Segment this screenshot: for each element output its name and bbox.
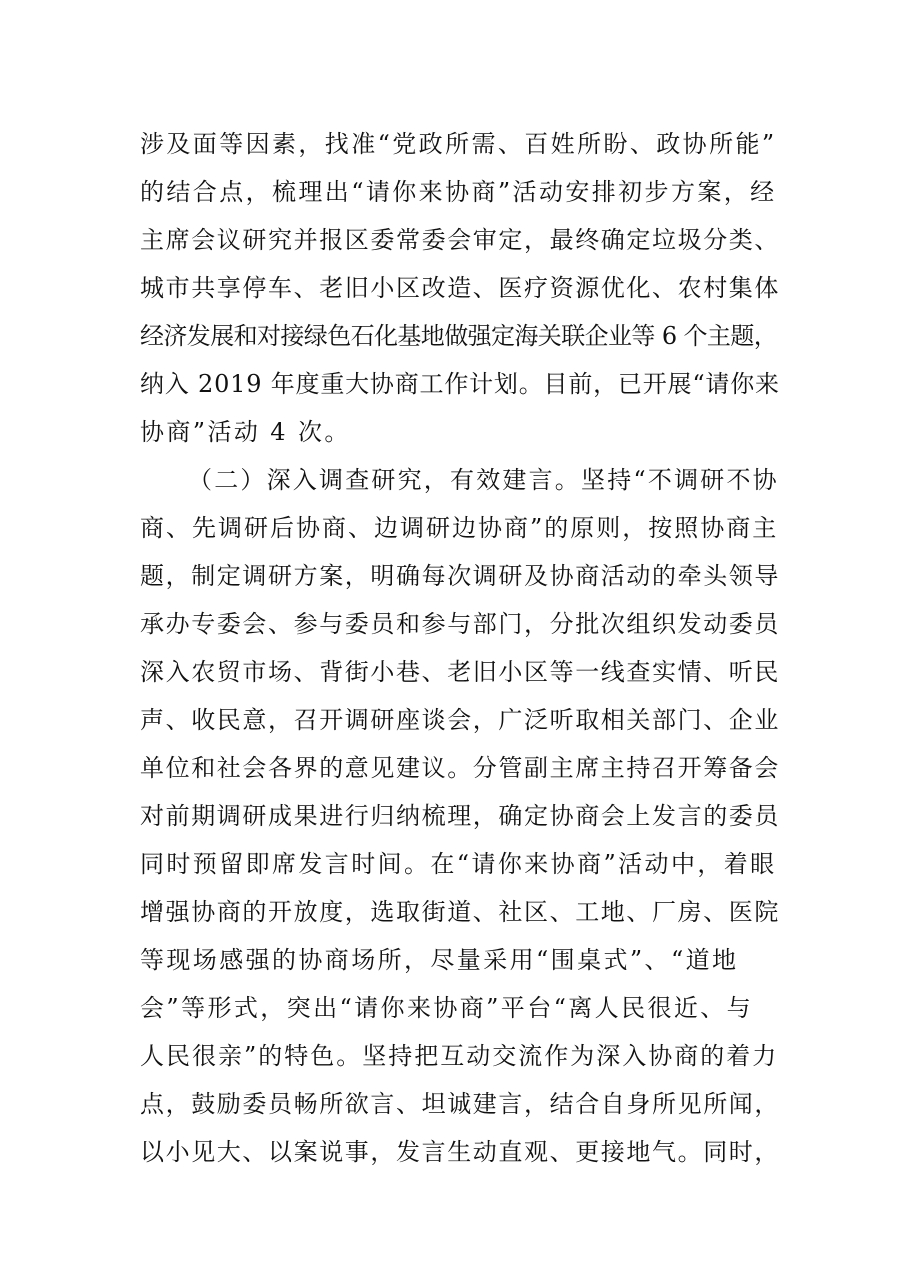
text-line: 的结合点，梳理出“请你来协商”活动安排初步方案，经: [140, 178, 777, 206]
text-line: 深入农贸市场、背街小巷、老旧小区等一线查实情、听民: [140, 658, 780, 686]
text-line: 对前期调研成果进行归纳梳理，确定协商会上发言的委员: [140, 802, 780, 830]
text-line: 增强协商的开放度，选取街道、社区、工地、厂房、医院: [140, 898, 780, 926]
text-line: 会”等形式，突出“请你来协商”平台“离人民很近、与: [140, 994, 754, 1022]
text-line: 等现场感强的协商场所，尽量采用“围桌式”、“道地: [140, 946, 739, 974]
text-line: 商、先调研后协商、边调研边协商”的原则，按照协商主: [140, 514, 779, 542]
text-line: 题，制定调研方案，明确每次调研及协商活动的牵头领导: [140, 562, 780, 590]
text-line: 同时预留即席发言时间。在“请你来协商”活动中，着眼: [140, 850, 777, 878]
text-line: 承办专委会、参与委员和参与部门，分批次组织发动委员: [140, 610, 780, 638]
text-line: 纳入 2019 年度重大协商工作计划。目前，已开展“请你来: [140, 370, 780, 398]
section-heading-line: （二）深入调查研究，有效建言。坚持“不调研不协: [188, 466, 779, 494]
text-line: 协商”活动 4 次。: [140, 418, 351, 446]
text-line: 涉及面等因素，找准“党政所需、百姓所盼、政协所能”: [140, 130, 777, 158]
text-line: 声、收民意，召开调研座谈会，广泛听取相关部门、企业: [140, 706, 780, 734]
text-line: 主席会议研究并报区委常委会审定，最终确定垃圾分类、: [140, 226, 780, 254]
text-line: 以小见大、以案说事，发言生动直观、更接地气。同时，: [140, 1138, 780, 1166]
text-line: 点，鼓励委员畅所欲言、坦诚建言，结合自身所见所闻，: [140, 1090, 780, 1118]
text-line: 人民很亲”的特色。坚持把互动交流作为深入协商的着力: [140, 1042, 779, 1070]
text-line: 单位和社会各界的意见建议。分管副主席主持召开筹备会: [140, 754, 780, 782]
text-line: 经济发展和对接绿色石化基地做强定海关联企业等 6 个主题，: [140, 322, 778, 350]
text-line: 城市共享停车、老旧小区改造、医疗资源优化、农村集体: [140, 274, 780, 302]
